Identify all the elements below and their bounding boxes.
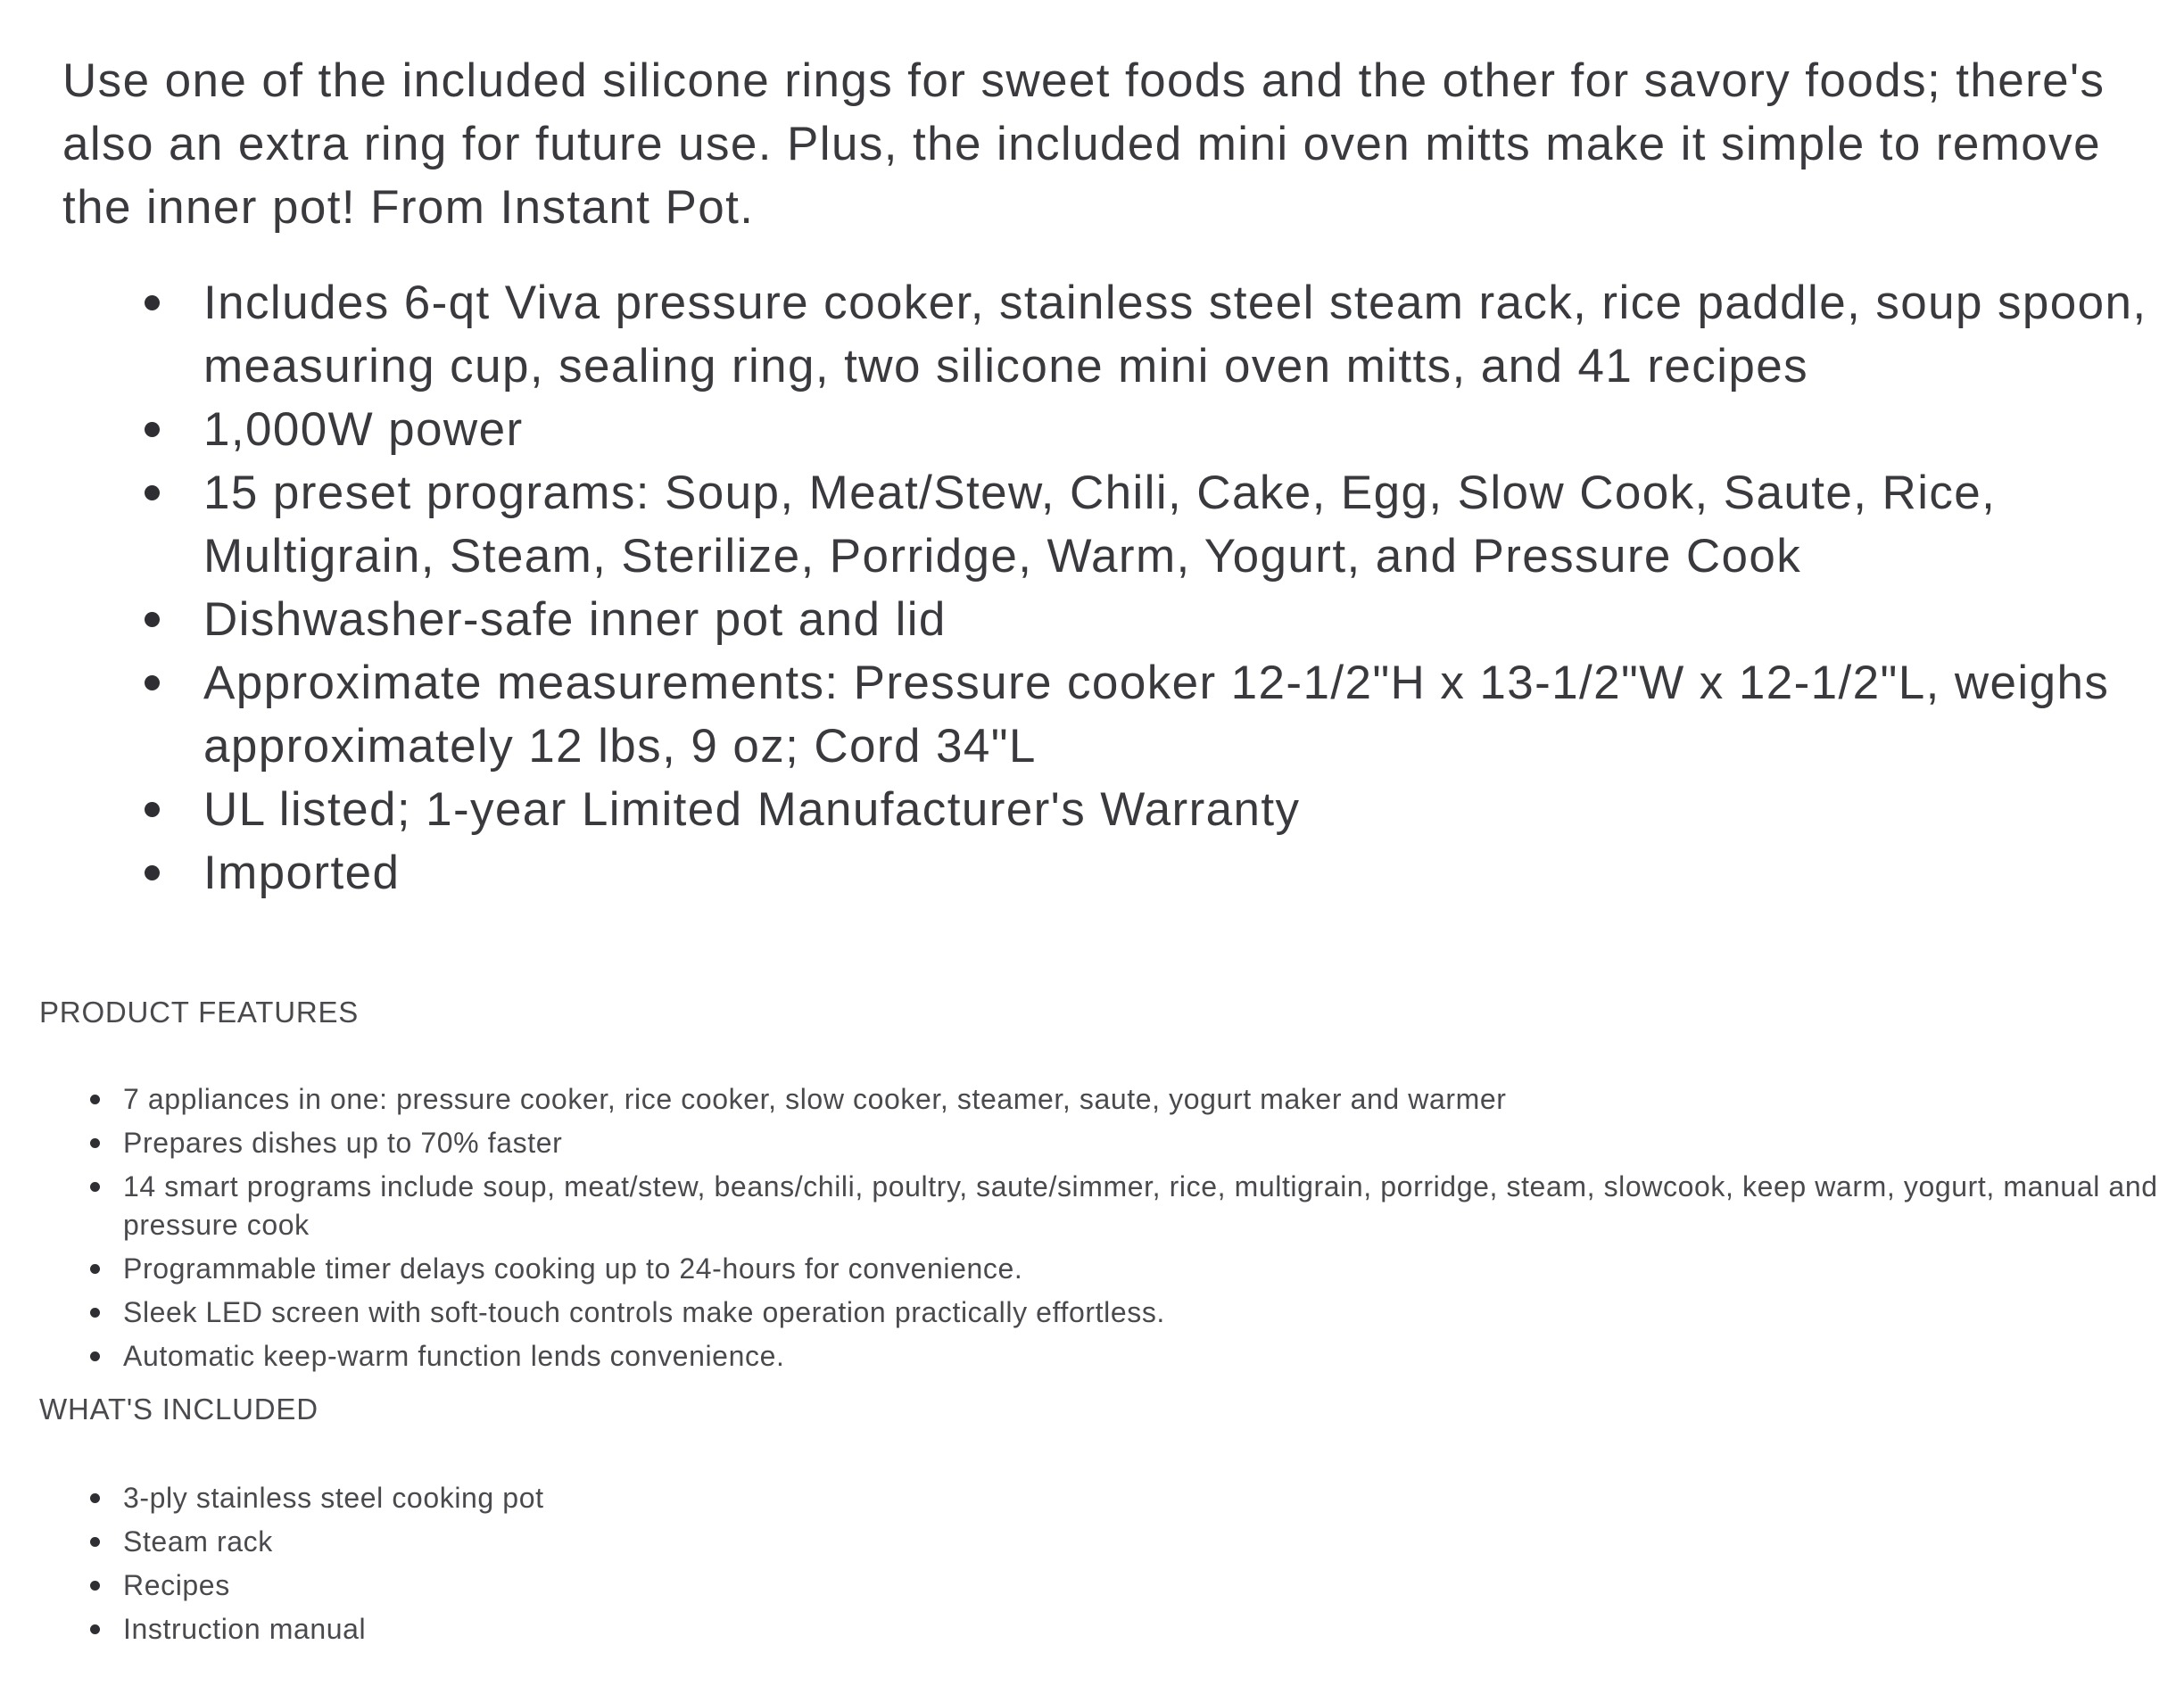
features-list xyxy=(39,1080,2172,1376)
bullet-icon xyxy=(90,1581,100,1591)
list-item: Recipes xyxy=(123,1566,2172,1605)
section-heading: PRODUCT FEATURES xyxy=(39,996,360,1029)
included-list xyxy=(39,1479,2172,1649)
list-item: 14 smart programs include soup, meat/stew, beans/chili, poultry, saute/simmer, rice, multigrain, porridge, steam, slowcook, keep warm, yogurt, manual and pressure cook xyxy=(123,1168,2172,1244)
bullet-icon xyxy=(145,675,160,690)
bullet-icon xyxy=(90,1351,100,1361)
whats-included-section xyxy=(39,1392,2172,1654)
list-item: Imported xyxy=(203,841,2168,905)
bullet-icon xyxy=(90,1537,100,1547)
list-item: Automatic keep-warm function lends convenience. xyxy=(123,1337,2172,1376)
list-item: Sleek LED screen with soft-touch controls make operation practically effortless. xyxy=(123,1293,2172,1332)
bullet-icon xyxy=(90,1493,100,1503)
bullet-icon xyxy=(145,295,160,310)
list-item: Prepares dishes up to 70% faster xyxy=(123,1124,2172,1162)
list-item: 7 appliances in one: pressure cooker, rice cooker, slow cooker, steamer, saute, yogurt maker and warmer xyxy=(123,1080,2172,1119)
bullet-icon xyxy=(145,612,160,627)
list-item: Programmable timer delays cooking up to 24-hours for convenience. xyxy=(123,1250,2172,1288)
bullet-icon xyxy=(145,485,160,500)
list-item: Approximate measurements: Pressure cooker 12-1/2"H x 13-1/2"W x 12-1/2"L, weighs approximately 12 lbs, 9 oz; Cord 34"L xyxy=(203,651,2168,778)
bullet-icon xyxy=(90,1095,100,1104)
list-item: 3-ply stainless steel cooking pot xyxy=(123,1479,2172,1517)
bullet-icon xyxy=(90,1264,100,1274)
list-item: Steam rack xyxy=(123,1523,2172,1561)
bullet-icon xyxy=(145,865,160,880)
bullet-icon xyxy=(145,422,160,437)
bullet-icon xyxy=(90,1182,100,1192)
list-item: Includes 6-qt Viva pressure cooker, stainless steel steam rack, rice paddle, soup spoon, measuring cup, sealing ring, two silicone mini oven mitts, and 41 recipes xyxy=(203,271,2168,398)
list-item: UL listed; 1-year Limited Manufacturer's Warranty xyxy=(203,778,2168,841)
list-item: 15 preset programs: Soup, Meat/Stew, Chili, Cake, Egg, Slow Cook, Saute, Rice, Multigrain, Steam, Sterilize, Porridge, Warm, Yogurt, and Pressure Cook xyxy=(203,461,2168,588)
bullet-icon xyxy=(145,802,160,817)
list-item: Instruction manual xyxy=(123,1610,2172,1649)
product-description xyxy=(62,49,2168,905)
list-item: Dishwasher-safe inner pot and lid xyxy=(203,588,2168,651)
product-details-list xyxy=(62,271,2168,905)
section-heading: WHAT'S INCLUDED xyxy=(39,1393,318,1426)
bullet-icon xyxy=(90,1138,100,1148)
intro-paragraph: Use one of the included silicone rings for sweet foods and the other for savory foods; there's also an extra ring for future use. Plus, the included mini oven mitts make it simple to remove the inner pot! From Instant Pot. xyxy=(62,54,2105,234)
list-item: 1,000W power xyxy=(203,398,2168,461)
product-features-section xyxy=(39,995,2172,1381)
bullet-icon xyxy=(90,1308,100,1318)
bullet-icon xyxy=(90,1624,100,1634)
